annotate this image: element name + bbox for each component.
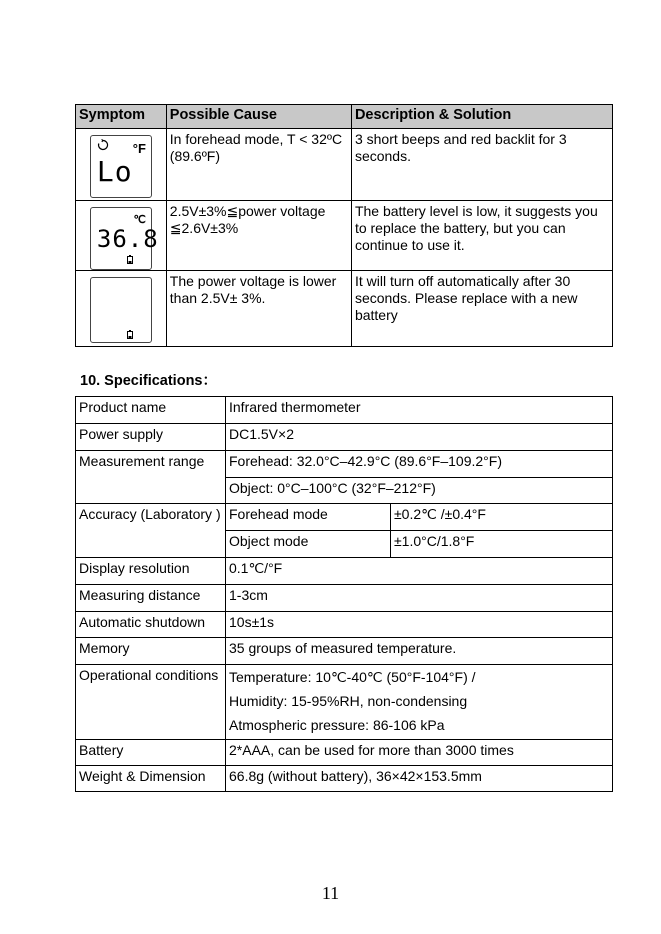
spec-value-object-range: Object: 0°C–100°C (32°F–212°F) — [226, 478, 613, 504]
spec-value: DC1.5V×2 — [226, 424, 613, 451]
troubleshooting-header-row — [76, 105, 613, 129]
spec-label: Product name — [76, 397, 226, 424]
spec-label: Power supply — [76, 424, 226, 451]
troubleshooting-row — [76, 129, 613, 201]
spec-row — [76, 558, 613, 585]
troubleshooting-row — [76, 271, 613, 347]
spec-label: Measuring distance — [76, 585, 226, 612]
battery-low-icon — [127, 253, 133, 270]
spec-operational-temperature: Temperature: 10℃-40℃ (50°F-104°F) / — [229, 669, 476, 685]
lcd-reading: Lo — [96, 155, 133, 188]
lcd-display-lo — [90, 135, 152, 198]
lcd-reading: 36.8 — [96, 225, 159, 253]
symptom-cell — [76, 271, 167, 347]
spec-accuracy-mode: Forehead mode — [226, 504, 391, 531]
specifications-table — [75, 396, 613, 792]
page-number: 11 — [321, 883, 340, 903]
specifications-heading: 10. Specifications： — [80, 373, 217, 389]
spec-accuracy-value: ±0.2℃ /±0.4°F — [391, 504, 613, 531]
spec-row — [76, 665, 613, 740]
lcd-display-blank — [90, 277, 152, 343]
spec-value: 66.8g (without battery), 36×42×153.5mm — [226, 766, 613, 792]
battery-low-icon — [127, 328, 133, 345]
spec-value: 35 groups of measured temperature. — [226, 638, 613, 665]
header-possible-cause: Possible Cause — [166, 105, 351, 129]
spec-value: 10s±1s — [226, 612, 613, 638]
spec-label: Display resolution — [76, 558, 226, 585]
spec-row — [76, 585, 613, 612]
celsius-unit: ℃ — [133, 214, 146, 226]
solution-cell: The battery level is low, it suggests you to replace the battery, but you can continue to use it. — [351, 201, 612, 271]
spec-operational-pressure: Atmospheric pressure: 86-106 kPa — [229, 717, 445, 733]
spec-value: 2*AAA, can be used for more than 3000 times — [226, 740, 613, 766]
solution-cell: It will turn off automatically after 30 seconds. Please replace with a new battery — [351, 271, 612, 347]
cause-cell: In forehead mode, T < 32ºC (89.6ºF) — [166, 129, 351, 201]
symptom-cell — [76, 129, 167, 201]
spec-accuracy-value: ±1.0°C/1.8°F — [391, 531, 613, 558]
spec-label: Measurement range — [76, 451, 226, 504]
spec-value: Infrared thermometer — [226, 397, 613, 424]
troubleshooting-row — [76, 201, 613, 271]
spec-accuracy-mode: Object mode — [226, 531, 391, 558]
cause-cell: The power voltage is lower than 2.5V± 3%. — [166, 271, 351, 347]
header-symptom: Symptom — [76, 105, 167, 129]
spec-row — [76, 612, 613, 638]
spec-row — [76, 397, 613, 424]
spec-row — [76, 451, 613, 478]
spec-row — [76, 424, 613, 451]
troubleshooting-table — [75, 104, 613, 347]
spec-label: Operational conditions — [76, 665, 226, 740]
spec-value-operational — [226, 665, 613, 740]
header-description-solution: Description & Solution — [351, 105, 612, 129]
solution-cell: 3 short beeps and red backlit for 3 seconds. — [351, 129, 612, 201]
spec-label: Weight & Dimension — [76, 766, 226, 792]
spec-label: Automatic shutdown — [76, 612, 226, 638]
spec-row — [76, 638, 613, 665]
lcd-display-reading — [90, 207, 159, 270]
spec-row — [76, 766, 613, 792]
spec-label: Battery — [76, 740, 226, 766]
spec-operational-humidity: Humidity: 15-95%RH, non-condensing — [229, 693, 468, 709]
spec-label: Memory — [76, 638, 226, 665]
fahrenheit-unit: °F — [132, 141, 146, 156]
cause-cell: 2.5V±3%≦power voltage ≦2.6V±3% — [166, 201, 351, 271]
spinner-icon — [97, 138, 109, 155]
spec-label: Accuracy (Laboratory ) — [76, 504, 226, 558]
spec-value: 0.1℃/°F — [226, 558, 613, 585]
symptom-cell — [76, 201, 167, 271]
spec-row — [76, 740, 613, 766]
spec-value-forehead-range: Forehead: 32.0°C–42.9°C (89.6°F–109.2°F) — [226, 451, 613, 478]
spec-value: 1-3cm — [226, 585, 613, 612]
spec-row — [76, 504, 613, 531]
